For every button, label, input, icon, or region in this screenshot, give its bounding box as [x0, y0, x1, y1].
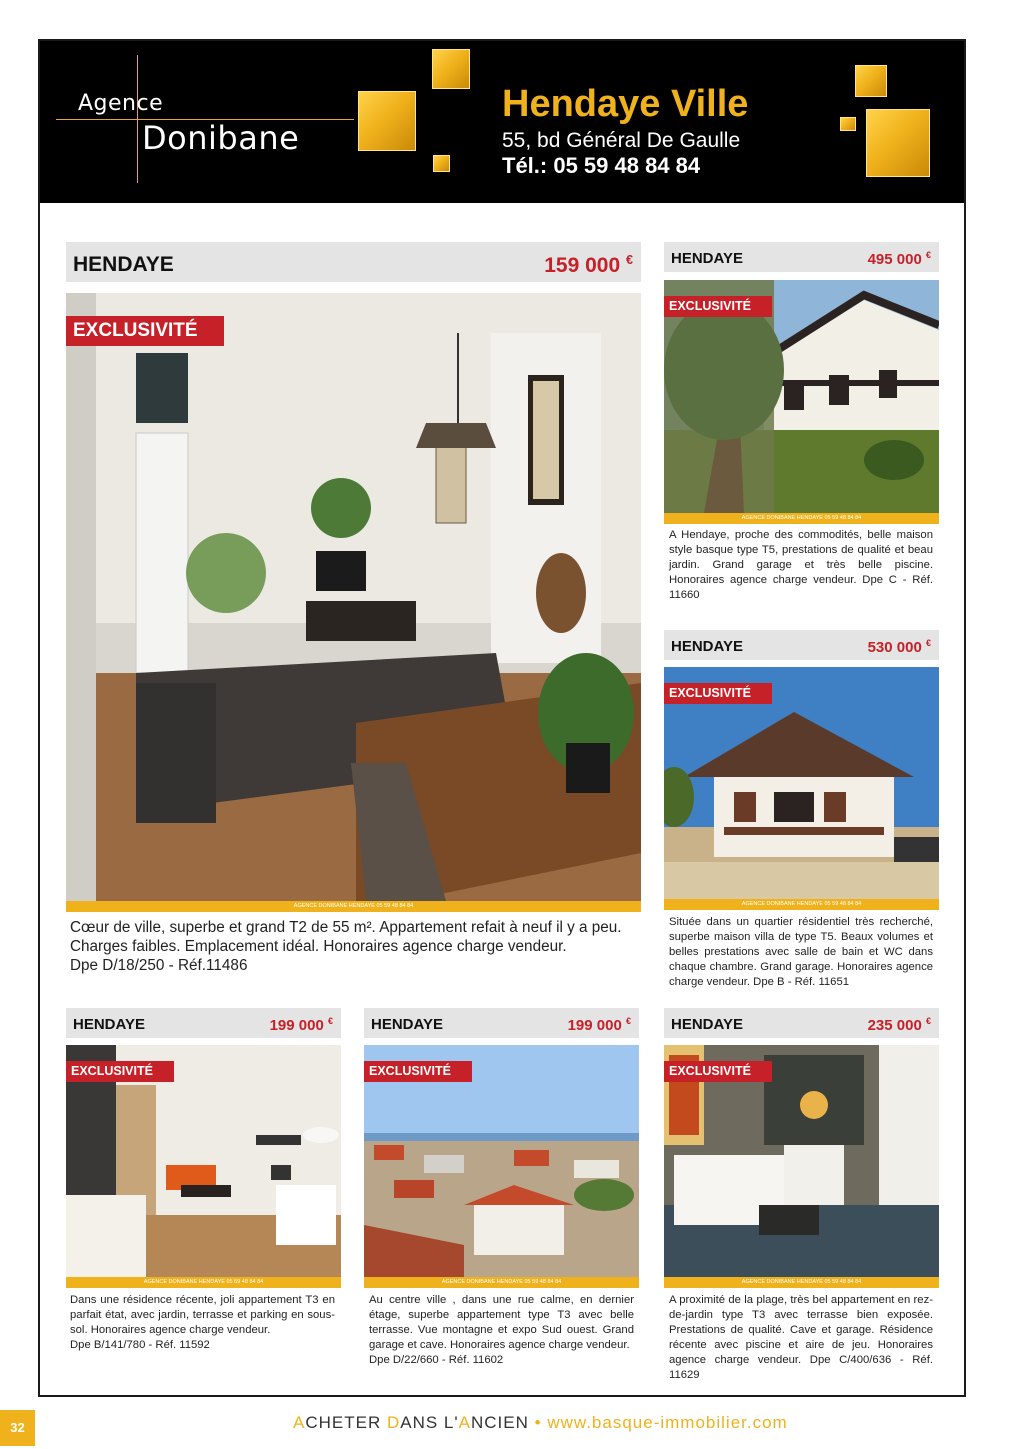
decor-square-large-right — [866, 109, 930, 177]
listing-price: 495 000 € — [867, 250, 931, 268]
agency-phone[interactable]: Tél.: 05 59 48 84 84 — [502, 153, 701, 178]
listing-price: 199 000 € — [269, 1016, 333, 1034]
listing-photo[interactable] — [66, 293, 641, 901]
listing-photo[interactable] — [664, 667, 939, 899]
photo-credit: AGENCE DONIBANE HENDAYE 05 59 48 84 84 — [66, 901, 641, 912]
listing-city: HENDAYE — [371, 1016, 443, 1033]
website-link[interactable]: www.basque-immobilier.com — [547, 1413, 788, 1432]
listing-description: Au centre ville , dans une rue calme, en dernier étage, superbe appartement type T3 avec belle terrasse. Vue montagne et expo Sud ouest. Grand garage et cave. Honoraires agence charge vendeur. Dpe D/22/660 - Réf. 11602 — [369, 1294, 634, 1366]
listing-price-bar — [66, 1008, 341, 1038]
exclusivity-badge: EXCLUSIVITÉ — [66, 316, 224, 346]
decor-square-top — [432, 49, 470, 89]
listing-city: HENDAYE — [671, 1016, 743, 1033]
listing-price-bar — [364, 1008, 639, 1038]
listing-photo[interactable] — [664, 280, 939, 513]
footer-tagline: ACHETER DANS L'ANCIEN • www.basque-immobilier.com — [293, 1413, 788, 1432]
listing-price: 199 000 € — [567, 1016, 631, 1034]
listing-city: HENDAYE — [73, 1016, 145, 1033]
listing-price: 530 000 € — [867, 638, 931, 656]
agency-header — [40, 41, 964, 203]
listing-city: HENDAYE — [73, 253, 174, 276]
decor-square-large-left — [358, 91, 416, 151]
exclusivity-badge: EXCLUSIVITÉ — [66, 1061, 174, 1082]
listing-photo[interactable] — [364, 1045, 639, 1277]
listing-price: 159 000 € — [544, 253, 633, 277]
decor-square-right-top — [855, 65, 887, 97]
exclusivity-badge: EXCLUSIVITÉ — [664, 296, 772, 317]
listing-city: HENDAYE — [671, 638, 743, 655]
listing-description: Située dans un quartier résidentiel très recherché, superbe maison villa de type T5. Beaux volumes et belles prestations avec salle de bain et WC dans chaque chambre. Grand garage. Honoraires agence charge vendeur. Dpe B - Réf. 11651 — [669, 916, 933, 988]
page-number: 32 — [0, 1410, 35, 1446]
exclusivity-badge: EXCLUSIVITÉ — [664, 1061, 772, 1082]
photo-credit: AGENCE DONIBANE HENDAYE 05 59 48 84 84 — [364, 1277, 639, 1288]
decor-square-small — [433, 155, 450, 172]
exclusivity-badge: EXCLUSIVITÉ — [664, 683, 772, 704]
listing-price: 235 000 € — [867, 1016, 931, 1034]
decor-square-right-tiny — [840, 117, 856, 131]
listing-description: Cœur de ville, superbe et grand T2 de 55 m². Appartement refait à neuf il y a peu. Charges faibles. Emplacement idéal. Honoraires agence charge vendeur. Dpe D/18/250 - Réf.11486 — [70, 919, 622, 974]
listing-price-bar — [664, 630, 939, 660]
listing-description: Dans une résidence récente, joli appartement T3 en parfait état, avec jardin, terrasse et parking en sous-sol. Honoraires agence charge vendeur. Dpe B/141/780 - Réf. 11592 — [70, 1294, 335, 1351]
listing-price-bar — [664, 242, 939, 272]
listing-photo[interactable] — [664, 1045, 939, 1277]
photo-credit: AGENCE DONIBANE HENDAYE 05 59 48 84 84 — [664, 899, 939, 910]
listing-photo[interactable] — [66, 1045, 341, 1277]
agency-address: 55, bd Général De Gaulle — [502, 129, 741, 152]
listing-price-bar — [664, 1008, 939, 1038]
living-room-icon — [66, 293, 641, 901]
exclusivity-badge: EXCLUSIVITÉ — [364, 1061, 472, 1082]
logo-donibane-text: Donibane — [142, 119, 300, 157]
listing-price-bar — [66, 242, 641, 282]
photo-credit: AGENCE DONIBANE HENDAYE 05 59 48 84 84 — [664, 1277, 939, 1288]
photo-credit: AGENCE DONIBANE HENDAYE 05 59 48 84 84 — [664, 513, 939, 524]
listing-description: A Hendaye, proche des commodités, belle maison style basque type T5, prestations de qualité et beau jardin. Grand garage et très belle piscine. Honoraires agence charge vendeur. Dpe C - Réf. 11660 — [669, 529, 933, 601]
logo-divider-vertical — [137, 55, 138, 183]
logo-agence-text: Agence — [78, 91, 164, 116]
listing-description: A proximité de la plage, très bel appartement en rez-de-jardin type T3 avec terrasse bien exposée. Prestations de qualité. Cave et garage. Résidence récente avec piscine et aire de jeu. Honoraires agence charge vendeur. Dpe C/400/636 - Réf. 11629 — [669, 1294, 933, 1381]
branch-title: Hendaye Ville — [502, 83, 749, 125]
photo-credit: AGENCE DONIBANE HENDAYE 05 59 48 84 84 — [66, 1277, 341, 1288]
listing-city: HENDAYE — [671, 250, 743, 267]
